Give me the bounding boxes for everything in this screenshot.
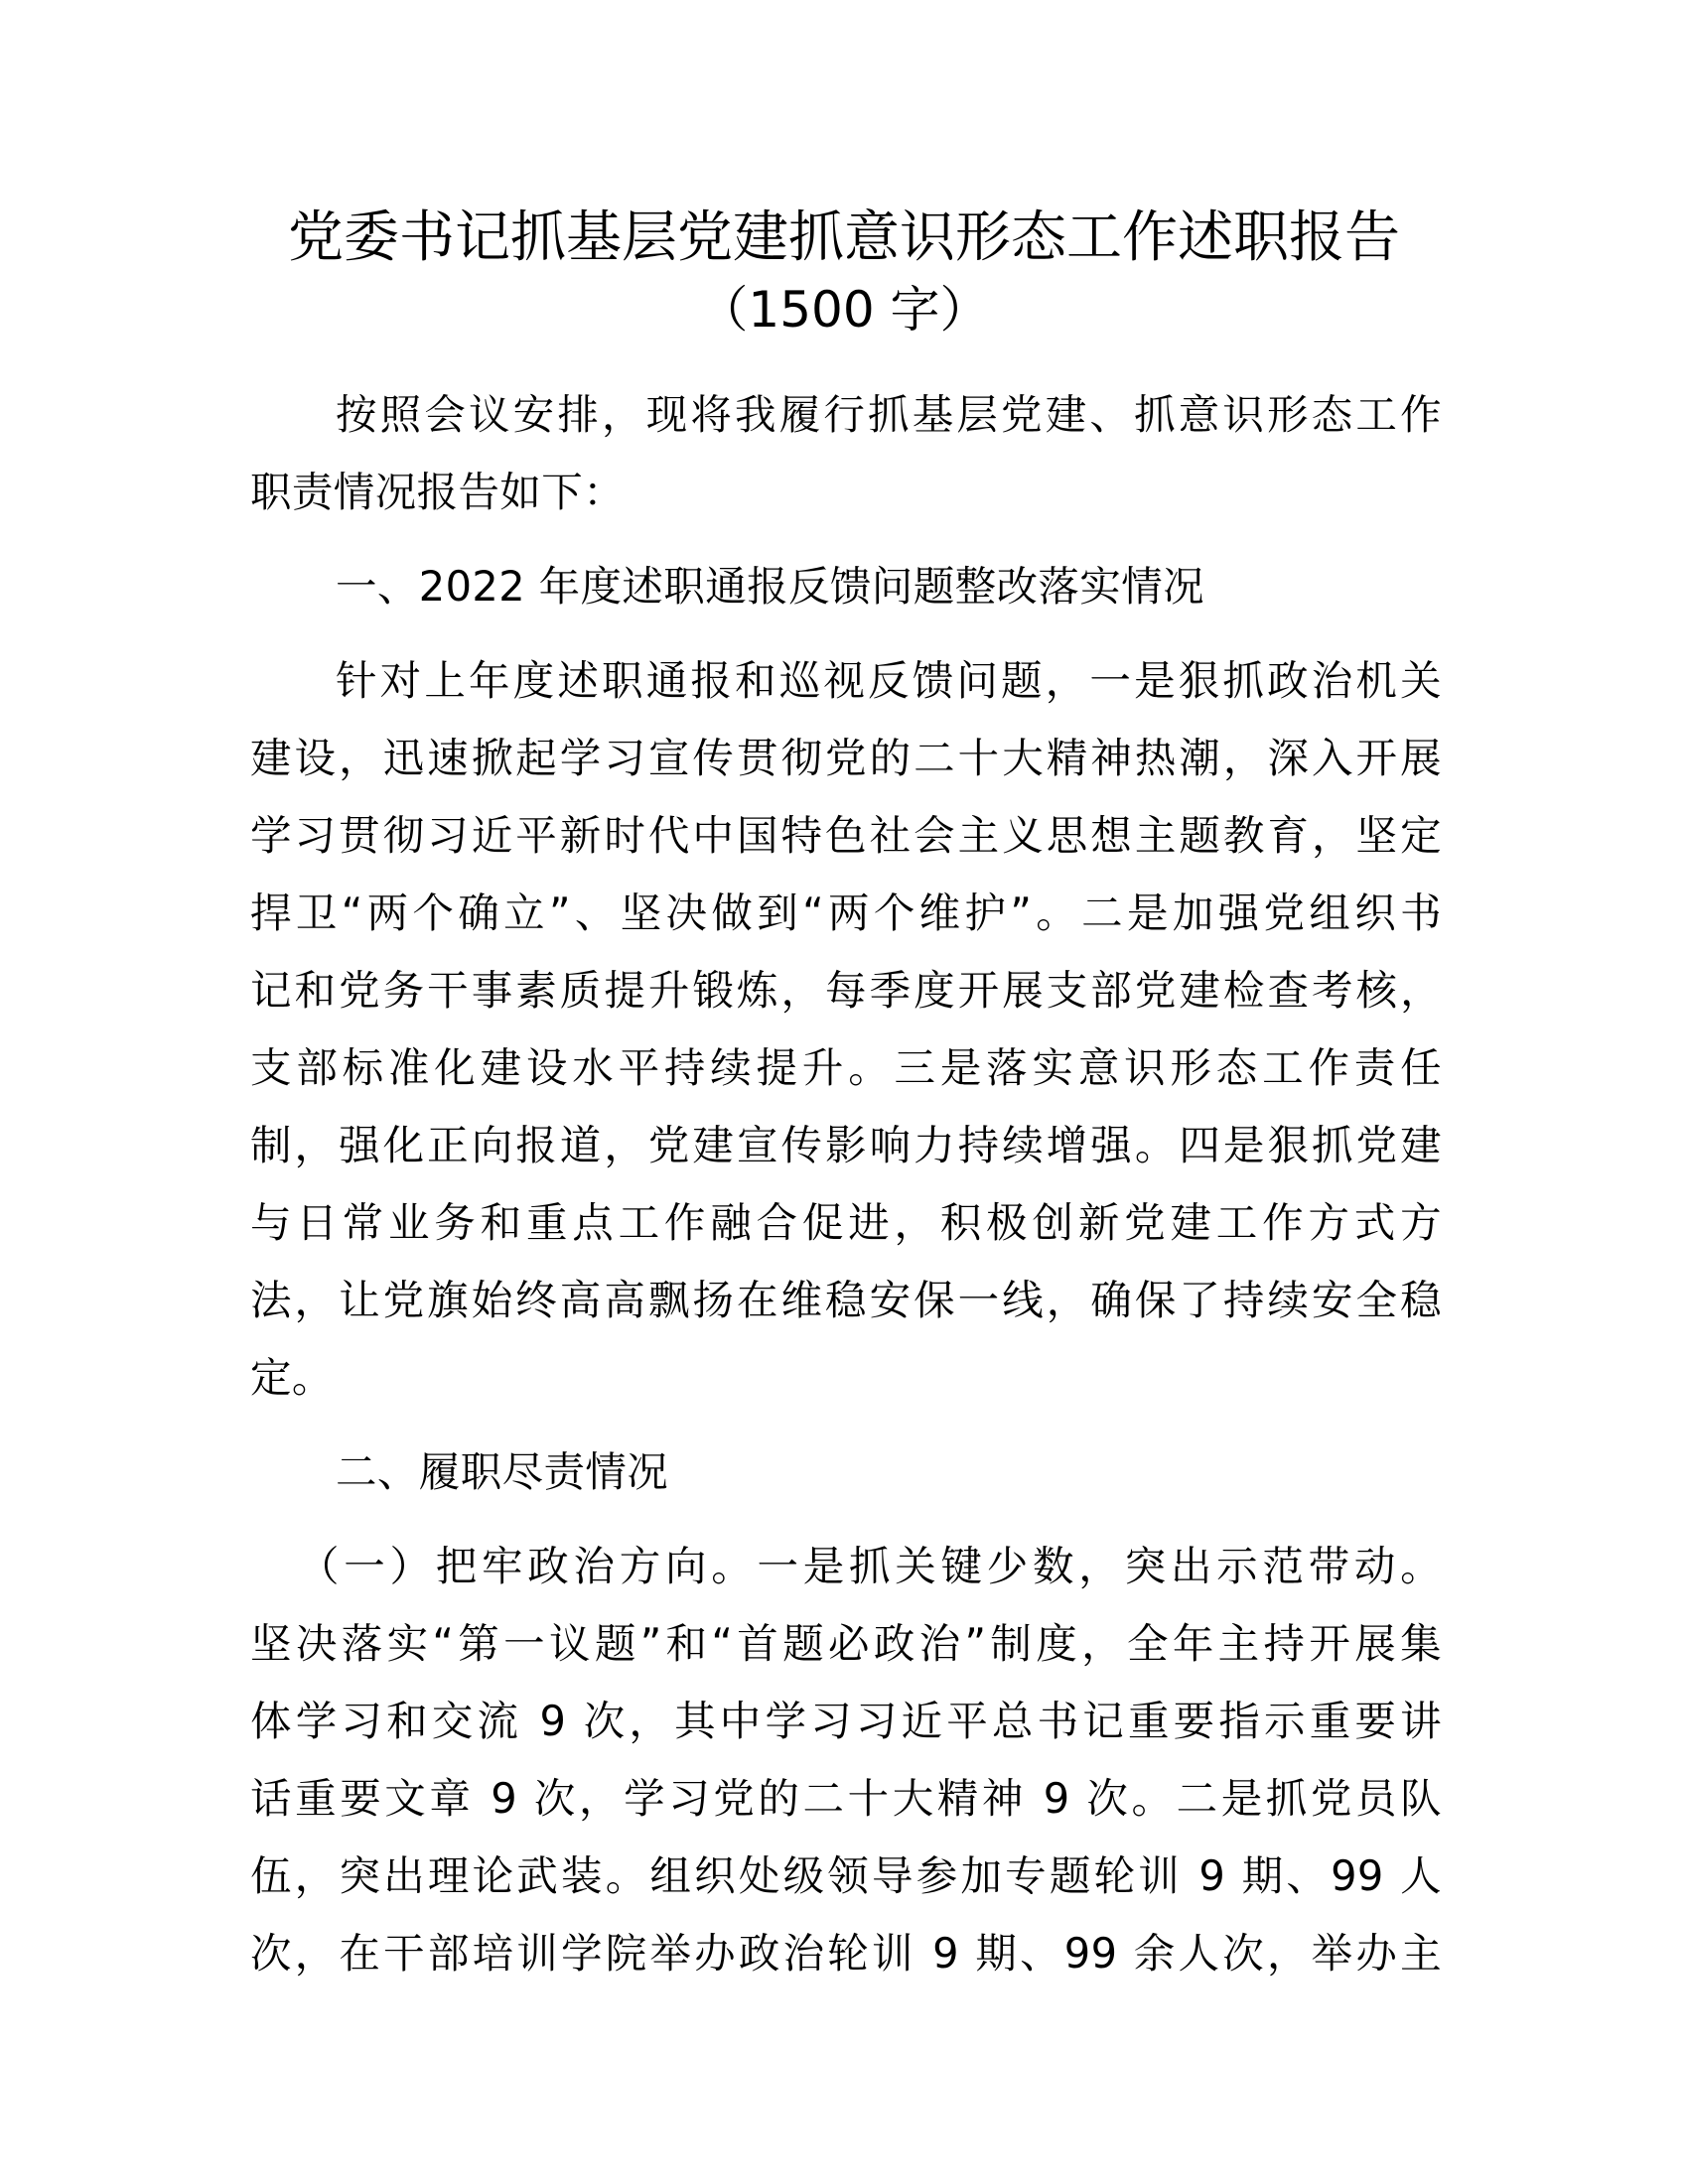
title-main: 党委书记抓基层党建抓意识形态工作述职报告 — [288, 205, 1400, 270]
text-line: 学习贯彻习近平新时代中国特色社会主义思想主题教育，坚定 — [250, 811, 1442, 860]
text-line: （一）把牢政治方向。一是抓关键少数，突出示范带动。 — [298, 1542, 1442, 1590]
text-line: 体学习和交流 9 次，其中学习习近平总书记重要指示重要讲 — [250, 1697, 1442, 1745]
document-title — [0, 203, 1688, 345]
section-heading-1 — [250, 548, 1442, 625]
heading-text: 二、履职尽责情况 — [336, 1447, 669, 1496]
text-line: 制，强化正向报道，党建宣传影响力持续增强。四是狠抓党建 — [250, 1121, 1442, 1169]
text-line: 支部标准化建设水平持续提升。三是落实意识形态工作责任 — [250, 1043, 1442, 1092]
intro-paragraph — [250, 376, 1442, 531]
text-line: 针对上年度述职通报和巡视反馈问题，一是狠抓政治机关 — [336, 656, 1442, 705]
text-line: 捍卫“两个确立”、坚决做到“两个维护”。二是加强党组织书 — [250, 888, 1442, 937]
text-line: 坚决落实“第一议题”和“首题必政治”制度，全年主持开展集 — [250, 1619, 1442, 1668]
text-line: 职责情况报告如下： — [250, 468, 626, 516]
title-word-count: （1500 字） — [698, 281, 990, 339]
document-body — [250, 376, 1442, 2009]
text-line: 法，让党旗始终高高飘扬在维稳安保一线，确保了持续安全稳 — [250, 1276, 1442, 1324]
text-line: 定。 — [250, 1353, 334, 1402]
text-line: 按照会议安排，现将我履行抓基层党建、抓意识形态工作 — [336, 390, 1442, 439]
heading-text: 一、2022 年度述职通报反馈问题整改落实情况 — [336, 562, 1205, 611]
political-direction-paragraph — [250, 1528, 1442, 1992]
rectification-paragraph — [250, 642, 1442, 1417]
text-line: 话重要文章 9 次，学习党的二十大精神 9 次。二是抓党员队 — [250, 1774, 1442, 1823]
text-line: 记和党务干事素质提升锻炼，每季度开展支部党建检查考核， — [250, 966, 1442, 1015]
text-line: 与日常业务和重点工作融合促进，积极创新党建工作方式方 — [250, 1198, 1442, 1247]
text-line: 建设，迅速掀起学习宣传贯彻党的二十大精神热潮，深入开展 — [250, 734, 1442, 782]
section-heading-2 — [250, 1433, 1442, 1511]
text-line: 次，在干部培训学院举办政治轮训 9 期、99 余人次，举办主 — [250, 1929, 1442, 1978]
text-line: 伍，突出理论武装。组织处级领导参加专题轮训 9 期、99 人 — [250, 1851, 1442, 1900]
